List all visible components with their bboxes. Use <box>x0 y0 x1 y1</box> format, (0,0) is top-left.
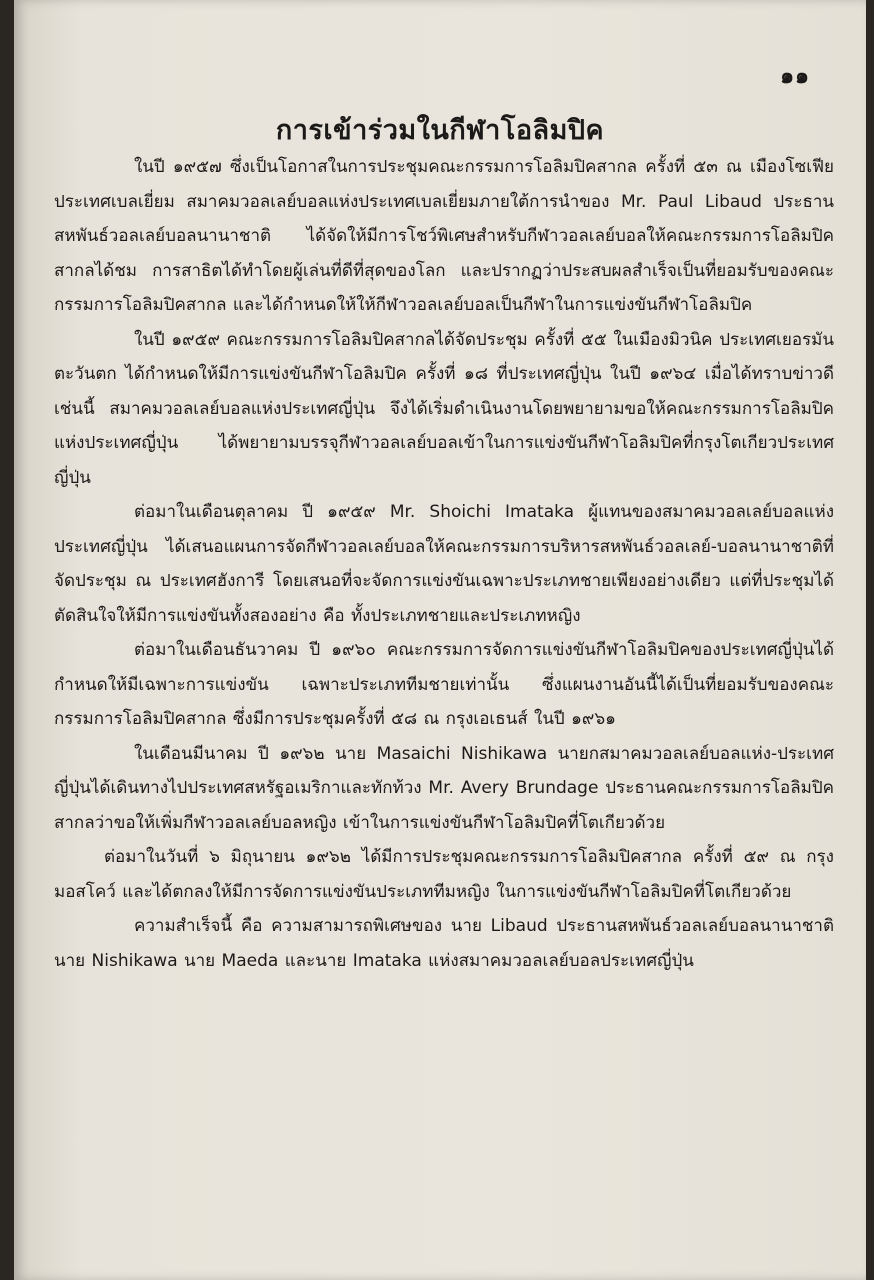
paragraph-3: ต่อมาในเดือนตุลาคม ปี ๑๙๕๙ Mr. Shoichi Imataka ผู้แทนของสมาคมวอลเลย์บอลแห่งประเทศญี่ปุ่น ได้เสนอแผนการจัดกีฬาวอลเลย์บอลให้คณะกรรมการบริหารสหพันธ์วอลเลย์-บอลนานาชาติที่จัดประชุม ณ ประเทศฮังการี โดยเสนอที่จะจัดการแข่งขันเฉพาะประเภทชายเพียงอย่างเดียว แต่ที่ประชุมได้ตัดสินใจให้มีการแข่งขันทั้งสองอย่าง คือ ทั้งประเภทชายและประเภทหญิง <box>54 502 834 626</box>
paragraph-6: ต่อมาในวันที่ ๖ มิถุนายน ๑๙๖๒ ได้มีการประชุมคณะกรรมการโอลิมปิคสากล ครั้งที่ ๕๙ ณ กรุงมอสโคว์ และได้ตกลงให้มีการจัดการแข่งขันประเภททีมหญิง ในการแข่งขันกีฬาโอลิมปิคที่โตเกียวด้วย <box>54 847 834 902</box>
paragraph-1: ในปี ๑๙๕๗ ซึ่งเป็นโอกาสในการประชุมคณะกรรมการโอลิมปิคสากล ครั้งที่ ๕๓ ณ เมืองโซเฟีย ประเทศเบลเยี่ยม สมาคมวอลเลย์บอลแห่งประเทศเบลเยี่ยมภายใต้การนำของ Mr. Paul Libaud ประธานสหพันธ์วอลเลย์บอลนานาชาติ ได้จัดให้มีการโชว์พิเศษสำหรับกีฬาวอลเลย์บอลให้คณะกรรมการโอลิมปิคสากลได้ชม การสาธิตได้ทำโดยผู้เล่นที่ดีที่สุดของโลก และปรากฏว่าประสบผลสำเร็จเป็นที่ยอมรับของคณะกรรมการโอลิมปิคสากล และได้กำหนดให้ให้กีฬาวอลเลย์บอลเป็นกีฬาในการแข่งขันกีฬาโอลิมปิค <box>54 157 834 315</box>
paragraph-2: ในปี ๑๙๕๙ คณะกรรมการโอลิมปิคสากลได้จัดประชุม ครั้งที่ ๕๕ ในเมืองมิวนิค ประเทศเยอรมันตะวันตก ได้กำหนดให้มีการแข่งขันกีฬาโอลิมปิค ครั้งที่ ๑๘ ที่ประเทศญี่ปุ่น ในปี ๑๙๖๔ เมื่อได้ทราบข่าวดีเช่นนี้ สมาคมวอลเลย์บอลแห่งประเทศญี่ปุ่น จึงได้เริ่มดำเนินงานโดยพยายามขอให้คณะกรรมการโอลิมปิคแห่งประเทศญี่ปุ่น ได้พยายามบรรจุกีฬาวอลเลย์บอลเข้าในการแข่งขันกีฬาโอลิมปิคที่กรุงโตเกียวประเทศญี่ปุ่น <box>54 329 834 488</box>
paragraph-7: ความสำเร็จนี้ คือ ความสามารถพิเศษของ นาย Libaud ประธานสหพันธ์วอลเลย์บอลนานาชาติ นาย Nishikawa นาย Maeda และนาย Imataka แห่งสมาคมวอลเลย์บอลประเทศญี่ปุ่น <box>54 916 834 971</box>
page-number: ๑๑ <box>780 64 810 89</box>
body-text <box>54 150 834 978</box>
page-title: การเข้าร่วมในกีฬาโอลิมปิค <box>275 115 605 146</box>
paragraph-5: ในเดือนมีนาคม ปี ๑๙๖๒ นาย Masaichi Nishikawa นายกสมาคมวอลเลย์บอลแห่ง-ประเทศญี่ปุ่นได้เดินทางไปประเทศสหรัฐอเมริกาและทักท้วง Mr. Avery Brundage ประธานคณะกรรมการโอลิมปิคสากลว่าขอให้เพิ่มกีฬาวอลเลย์บอลหญิง เข้าในการแข่งขันกีฬาโอลิมปิคที่โตเกียวด้วย <box>54 743 834 833</box>
book-page <box>14 0 866 1280</box>
paragraph-4: ต่อมาในเดือนธันวาคม ปี ๑๙๖๐ คณะกรรมการจัดการแข่งขันกีฬาโอลิมปิคของประเทศญี่ปุ่นได้กำหนดให้มีเฉพาะการแข่งขัน เฉพาะประเภททีมชายเท่านั้น ซึ่งแผนงานอันนี้ได้เป็นที่ยอมรับของคณะกรรมการโอลิมปิคสากล ซึ่งมีการประชุมครั้งที่ ๕๘ ณ กรุงเอเธนส์ ในปี ๑๙๖๑ <box>54 640 834 729</box>
